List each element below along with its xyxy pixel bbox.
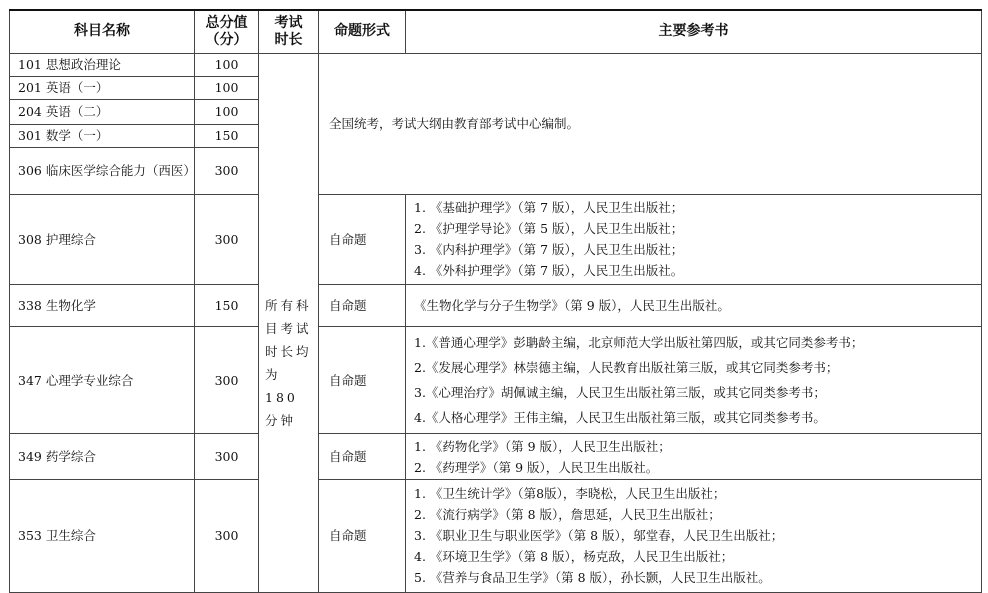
reference-item: 1. 《卫生统计学》（第8版），李晓松，人民卫生出版社； <box>414 486 726 502</box>
reference-item: 3.《心理治疗》胡佩诚主编，人民卫生出版社第三版，或其它同类参考书； <box>414 385 826 401</box>
subject-cell: 301 数学（一） <box>10 124 195 147</box>
header-row <box>10 10 982 53</box>
header-duration-line1: 考试 <box>274 14 303 31</box>
score-cell: 300 <box>195 327 259 434</box>
table-row <box>10 194 982 284</box>
reference-item: 5. 《营养与食品卫生学》（第 8 版），孙长颢，人民卫生出版社。 <box>414 570 771 586</box>
format-cell: 自命题 <box>319 479 406 592</box>
reference-item: 3. 《职业卫生与职业医学》（第 8 版），邬堂春，人民卫生出版社； <box>414 528 784 544</box>
reference-item: 2. 《护理学导论》（第 5 版），人民卫生出版社； <box>414 221 684 237</box>
reference-item: 1. 《药物化学》（第 9 版），人民卫生出版社； <box>414 438 671 454</box>
duration-note-line: 分钟 <box>265 412 297 428</box>
format-cell: 自命题 <box>319 327 406 434</box>
score-cell: 300 <box>195 194 259 284</box>
reference-item: 4.《人格心理学》王伟主编，人民卫生出版社第三版，或其它同类参考书。 <box>414 410 826 426</box>
table-row <box>10 479 982 592</box>
reference-item: 2. 《药理学》（第 9 版），人民卫生出版社。 <box>414 459 659 475</box>
reference-item: 3. 《内科护理学》（第 7 版），人民卫生出版社； <box>414 242 684 258</box>
reference-item: 4. 《外科护理学》（第 7 版），人民卫生出版社。 <box>414 263 684 279</box>
header-subject: 科目名称 <box>10 10 195 53</box>
reference-item: 2.《发展心理学》林崇德主编，人民教育出版社第三版，或其它同类参考书； <box>414 360 839 376</box>
header-score-line1: 总分值 <box>205 14 248 31</box>
header-format: 命题形式 <box>319 10 406 53</box>
subject-cell: 201 英语（一） <box>10 76 195 99</box>
reference-item: 1. 《基础护理学》（第 7 版），人民卫生出版社； <box>414 200 684 216</box>
score-cell: 300 <box>195 147 259 194</box>
subject-cell: 101 思想政治理论 <box>10 53 195 76</box>
duration-note-line: 时长均 <box>265 343 312 359</box>
table-row <box>10 434 982 480</box>
score-cell: 150 <box>195 284 259 326</box>
reference-item: 《生物化学与分子生物学》（第 9 版），人民卫生出版社。 <box>414 297 730 313</box>
reference-item: 2. 《流行病学》（第 8 版），詹思延，人民卫生出版社； <box>414 507 721 523</box>
duration-note-line: 为 180 <box>265 366 298 405</box>
score-cell: 100 <box>195 76 259 99</box>
duration-note-cell <box>259 53 319 592</box>
score-cell: 100 <box>195 53 259 76</box>
table-row <box>10 284 982 326</box>
score-cell: 300 <box>195 479 259 592</box>
exam-subjects-table <box>9 9 982 593</box>
reference-item: 1.《普通心理学》彭聃龄主编，北京师范大学出版社第四版，或其它同类参考书； <box>414 335 864 351</box>
national-exam-note: 全国统考，考试大纲由教育部考试中心编制。 <box>319 53 982 194</box>
format-cell: 自命题 <box>319 194 406 284</box>
header-duration-line2: 时长 <box>274 31 303 48</box>
references-cell <box>406 479 982 592</box>
references-cell <box>406 434 982 480</box>
duration-note-line: 所有科 <box>265 297 312 313</box>
subject-cell: 308 护理综合 <box>10 194 195 284</box>
header-references: 主要参考书 <box>406 10 982 53</box>
header-score-line2: （分） <box>205 31 248 48</box>
references-cell <box>406 194 982 284</box>
subject-cell: 347 心理学专业综合 <box>10 327 195 434</box>
table-row <box>10 327 982 434</box>
score-cell: 150 <box>195 124 259 147</box>
references-cell <box>406 327 982 434</box>
format-cell: 自命题 <box>319 284 406 326</box>
subject-cell: 349 药学综合 <box>10 434 195 480</box>
subject-cell: 306 临床医学综合能力（西医） <box>10 147 195 194</box>
score-cell: 300 <box>195 434 259 480</box>
duration-note-line: 目考试 <box>265 320 312 336</box>
score-cell: 100 <box>195 100 259 124</box>
table-row <box>10 53 982 76</box>
header-duration <box>259 10 319 53</box>
header-score <box>195 10 259 53</box>
subject-cell: 353 卫生综合 <box>10 479 195 592</box>
format-cell: 自命题 <box>319 434 406 480</box>
references-cell <box>406 284 982 326</box>
subject-cell: 338 生物化学 <box>10 284 195 326</box>
reference-item: 4. 《环境卫生学》（第 8 版），杨克敌，人民卫生出版社； <box>414 549 734 565</box>
subject-cell: 204 英语（二） <box>10 100 195 124</box>
